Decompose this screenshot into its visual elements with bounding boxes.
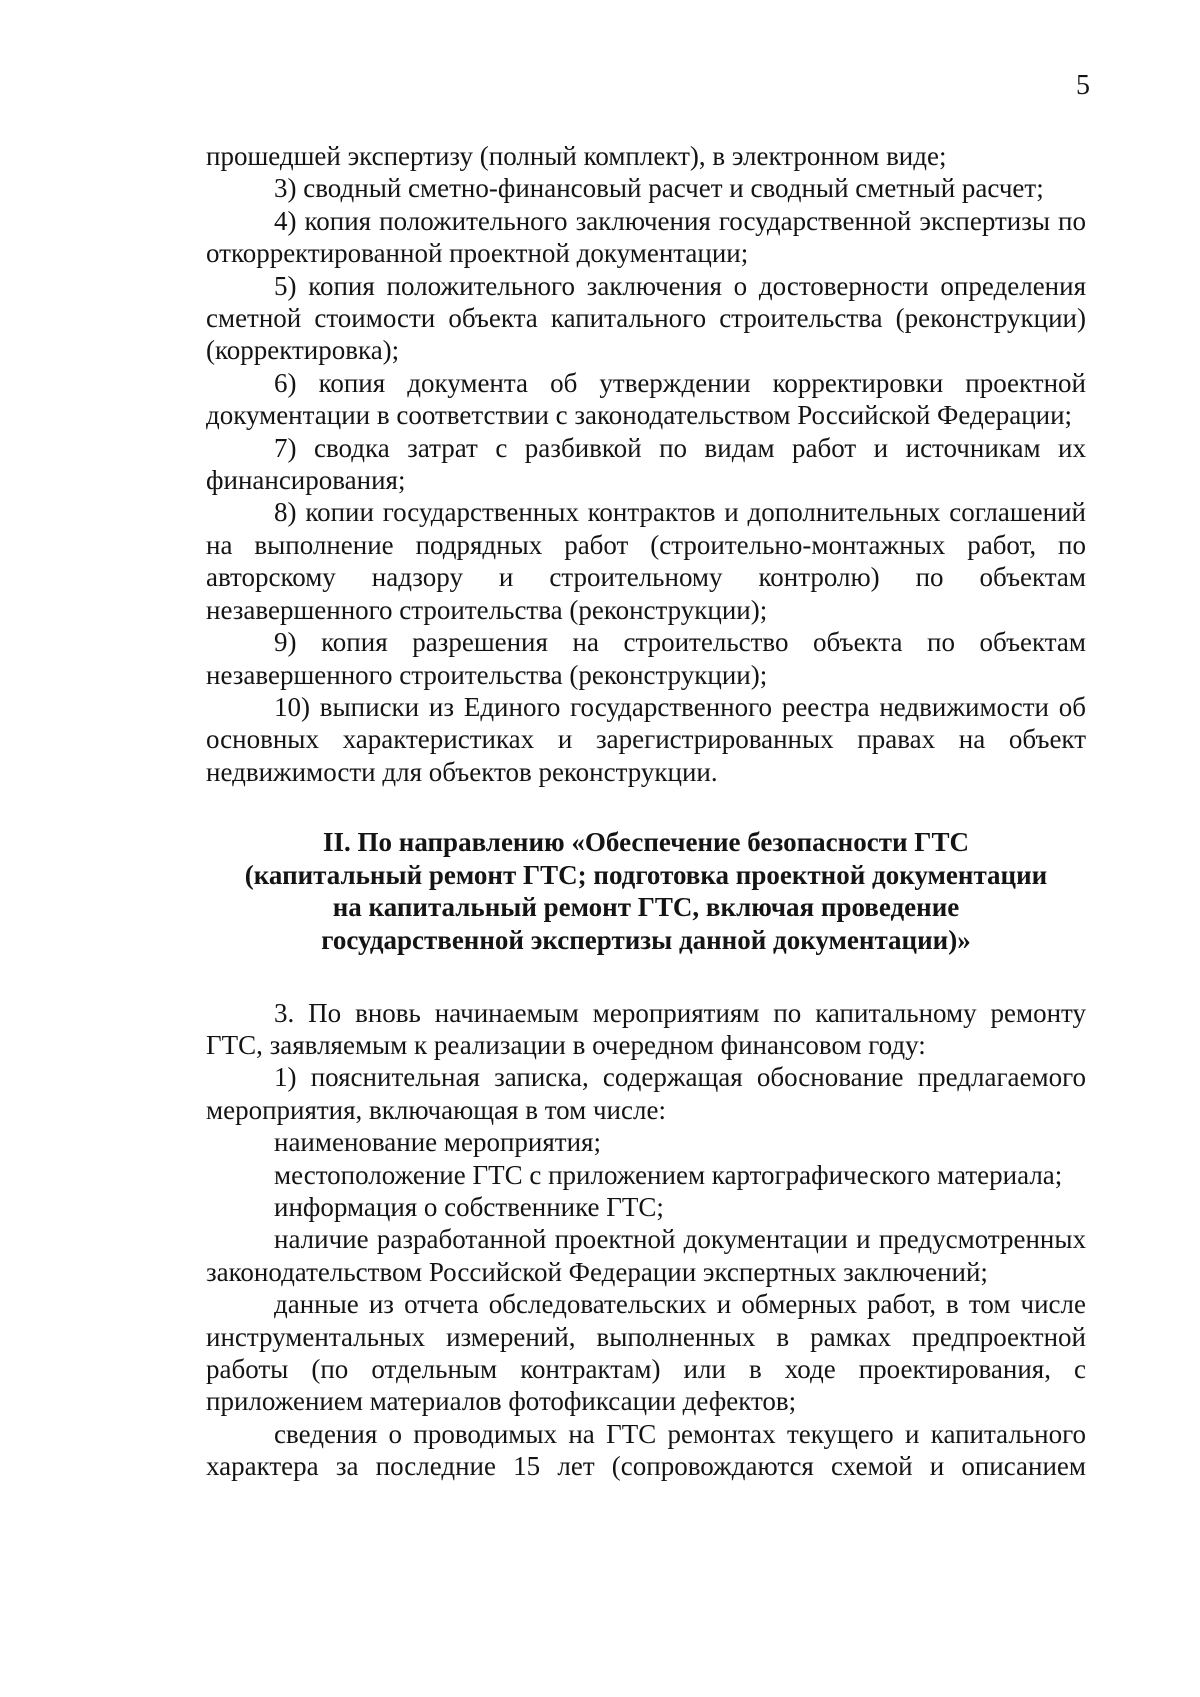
list-item-1: 1) пояснительная записка, содержащая обоснование предлагаемого мероприятия, включающая в том числе: bbox=[206, 1062, 1086, 1125]
list-item-3: 3) сводный сметно-финансовый расчет и сводный сметный расчет; bbox=[274, 173, 1044, 204]
list-item-4: 4) копия положительного заключения государственной экспертизы по откорректированной проектной документации; bbox=[206, 205, 1086, 269]
list-item-8: 8) копии государственных контрактов и дополнительных соглашений на выполнение подрядных работ (строительно-монтажных работ, по авторскому надзору и строительному контролю) по объектам незавершенного строительства (реконструкции); bbox=[206, 497, 1086, 625]
sub-item-name: наименование мероприятия; bbox=[274, 1127, 601, 1158]
page-number: 5 bbox=[1076, 70, 1090, 101]
list-item-5: 5) копия положительного заключения о достоверности определения сметной стоимости объекта капитального строительства (реконструкции) (корректировка); bbox=[206, 270, 1086, 366]
section-heading-line: государственной экспертизы данной документации)» bbox=[321, 924, 971, 955]
section-heading-line: на капитальный ремонт ГТС, включая проведение bbox=[332, 892, 960, 923]
sub-item-survey-data: данные из отчета обследовательских и обмерных работ, в том числе инструментальных измерений, выполненных в рамках предпроектной работы (по отдельным контрактам) или в ходе проектирования, с приложением материалов фотофиксации дефектов; bbox=[206, 1289, 1086, 1417]
sub-item-owner: информация о собственнике ГТС; bbox=[274, 1191, 664, 1222]
sub-item-location: местоположение ГТС с приложением картографического материала; bbox=[274, 1159, 1063, 1190]
sub-item-documentation: наличие разработанной проектной документации и предусмотренных законодательством Российской Федерации экспертных заключений; bbox=[206, 1224, 1086, 1287]
list-item-6: 6) копия документа об утверждении корректировки проектной документации в соответствии с законодательством Российской Федерации; bbox=[206, 367, 1086, 431]
paragraph-continuation: прошедшей экспертизу (полный комплект), в электронном виде; bbox=[206, 141, 947, 171]
section-heading-line: (капитальный ремонт ГТС; подготовка проектной документации bbox=[244, 859, 1048, 890]
document-body bbox=[206, 140, 1086, 1483]
section-heading-line: II. По направлению «Обеспечение безопасности ГТС bbox=[323, 827, 969, 858]
list-item-10: 10) выписки из Единого государственного реестра недвижимости об основных характеристиках и зарегистрированных правах на объект недвижимости для объектов реконструкции. bbox=[206, 691, 1086, 787]
list-item-9: 9) копия разрешения на строительство объекта по объектам незавершенного строительства (реконструкции); bbox=[206, 627, 1086, 690]
sub-item-repairs: сведения о проводимых на ГТС ремонтах текущего и капитального характера за последние 15 лет (сопровождаются схемой и описанием bbox=[206, 1418, 1086, 1482]
section-heading bbox=[206, 826, 1086, 956]
clause-3: 3. По вновь начинаемым мероприятиям по капитальному ремонту ГТС, заявляемым к реализации в очередном финансовом году: bbox=[206, 997, 1086, 1060]
list-item-7: 7) сводка затрат с разбивкой по видам работ и источникам их финансирования; bbox=[206, 432, 1086, 496]
